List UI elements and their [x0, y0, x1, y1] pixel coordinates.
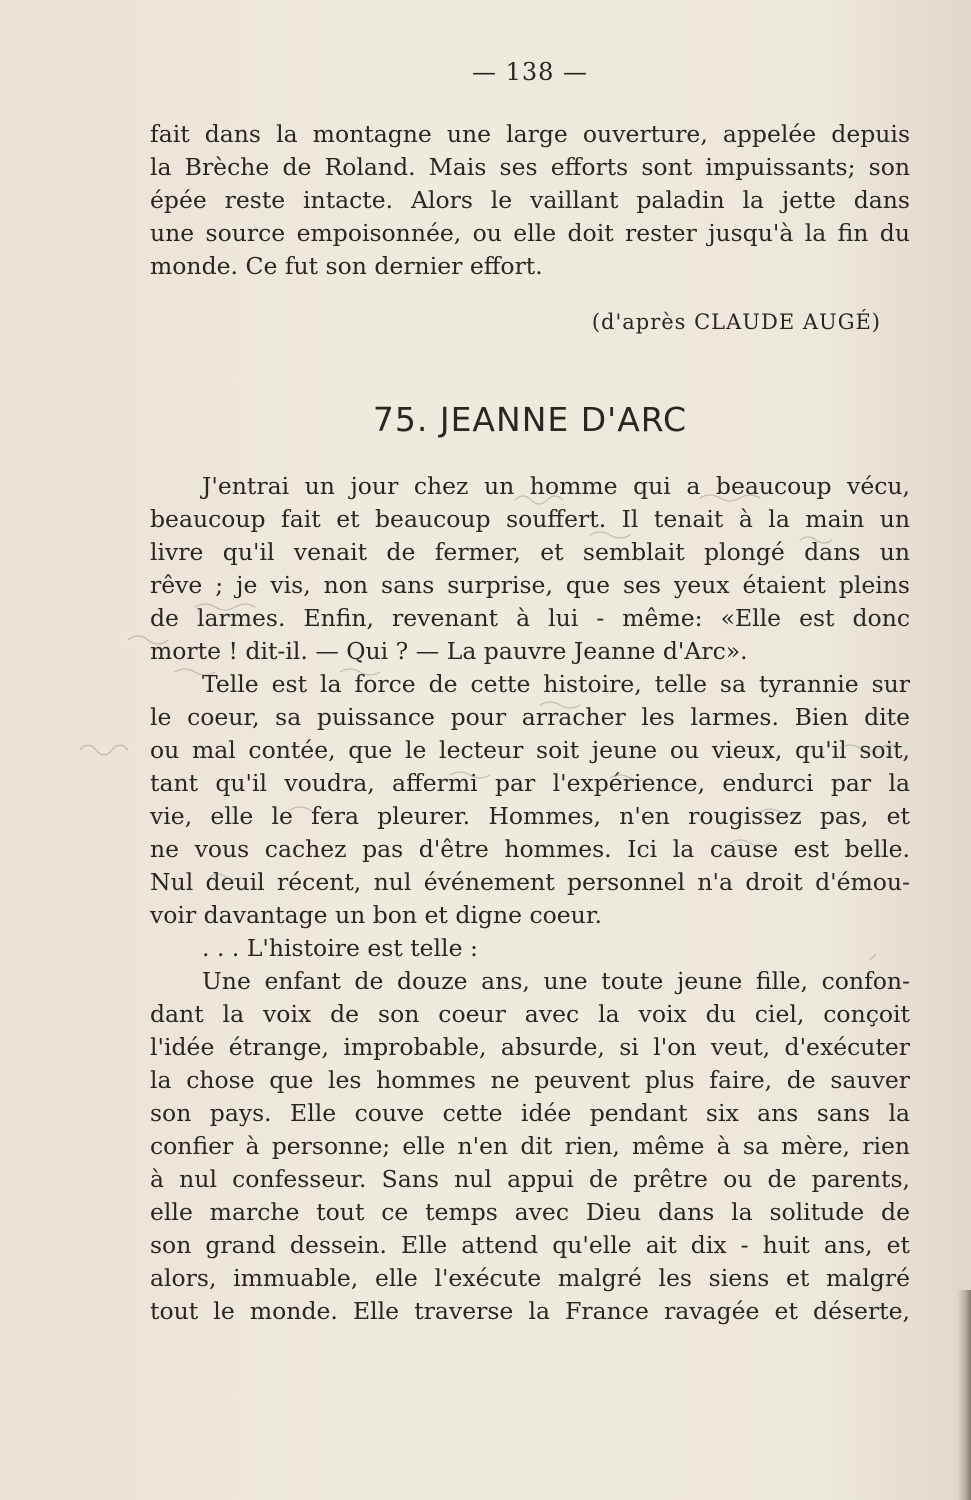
intro-passage: [150, 118, 910, 283]
text-line: à nul confesseur. Sans nul appui de prêtre ou de parents,: [150, 1165, 910, 1193]
text-line: son pays. Elle couve cette idée pendant six ans sans la: [150, 1099, 910, 1127]
text-line: fait dans la montagne une large ouverture, appelée depuis: [150, 120, 910, 148]
text-line: la Brèche de Roland. Mais ses efforts sont impuissants; son: [150, 153, 910, 181]
text-line: tant qu'il voudra, affermi par l'expérience, endurci par la: [150, 769, 910, 797]
text-line: morte ! dit-il. — Qui ? — La pauvre Jeanne d'Arc».: [150, 637, 748, 665]
text-line: elle marche tout ce temps avec Dieu dans la solitude de: [150, 1198, 910, 1226]
pencil-scribble: [80, 745, 128, 755]
text-line: Nul deuil récent, nul événement personnel n'a droit d'émou-: [150, 868, 910, 896]
text-line: l'idée étrange, improbable, absurde, si l'on veut, d'exécuter: [150, 1033, 910, 1061]
attribution: (d'après CLAUDE AUGÉ): [591, 310, 881, 334]
text-line: dant la voix de son coeur avec la voix du ciel, conçoit: [150, 1000, 910, 1028]
paragraph-4: [150, 965, 910, 1328]
text-line: . . . L'histoire est telle :: [202, 934, 478, 962]
text-line: livre qu'il venait de fermer, et semblait plongé dans un: [150, 538, 910, 566]
text-line: ou mal contée, que le lecteur soit jeune ou vieux, qu'il soit,: [150, 736, 910, 764]
text-line: vie, elle le fera pleurer. Hommes, n'en rougissez pas, et: [150, 802, 910, 830]
text-line: monde. Ce fut son dernier effort.: [150, 252, 543, 280]
text-line: Une enfant de douze ans, une toute jeune fille, confon-: [202, 967, 910, 995]
text-line: confier à personne; elle n'en dit rien, même à sa mère, rien: [150, 1132, 910, 1160]
text-line: rêve ; je vis, non sans surprise, que ses yeux étaient pleins: [150, 571, 910, 599]
text-line: son grand dessein. Elle attend qu'elle ait dix - huit ans, et: [150, 1231, 910, 1259]
text-line: tout le monde. Elle traverse la France ravagée et déserte,: [150, 1297, 910, 1325]
text-line: voir davantage un bon et digne coeur.: [150, 901, 602, 929]
text-line: la chose que les hommes ne peuvent plus faire, de sauver: [150, 1066, 910, 1094]
text-line: épée reste intacte. Alors le vaillant paladin la jette dans: [150, 186, 910, 214]
chapter-title: 75. JEANNE D'ARC: [372, 400, 688, 439]
text-line: le coeur, sa puissance pour arracher les larmes. Bien dite: [150, 703, 910, 731]
text-line: une source empoisonnée, ou elle doit rester jusqu'à la fin du: [150, 219, 910, 247]
text-line: J'entrai un jour chez un homme qui a beaucoup vécu,: [202, 472, 910, 500]
chapter-body: [150, 470, 910, 1328]
paragraph-1: [150, 470, 910, 668]
paragraph-3: [150, 932, 910, 965]
text-line: de larmes. Enfin, revenant à lui - même: «Elle est donc: [150, 604, 910, 632]
text-line: ne vous cachez pas d'être hommes. Ici la cause est belle.: [150, 835, 910, 863]
text-line: alors, immuable, elle l'exécute malgré les siens et malgré: [150, 1264, 910, 1292]
paragraph-2: [150, 668, 910, 932]
page-number: — 138 —: [471, 58, 589, 86]
text-line: beaucoup fait et beaucoup souffert. Il tenait à la main un: [150, 505, 910, 533]
text-line: Telle est la force de cette histoire, telle sa tyrannie sur: [202, 670, 910, 698]
page-edge-shadow: [957, 1290, 971, 1500]
